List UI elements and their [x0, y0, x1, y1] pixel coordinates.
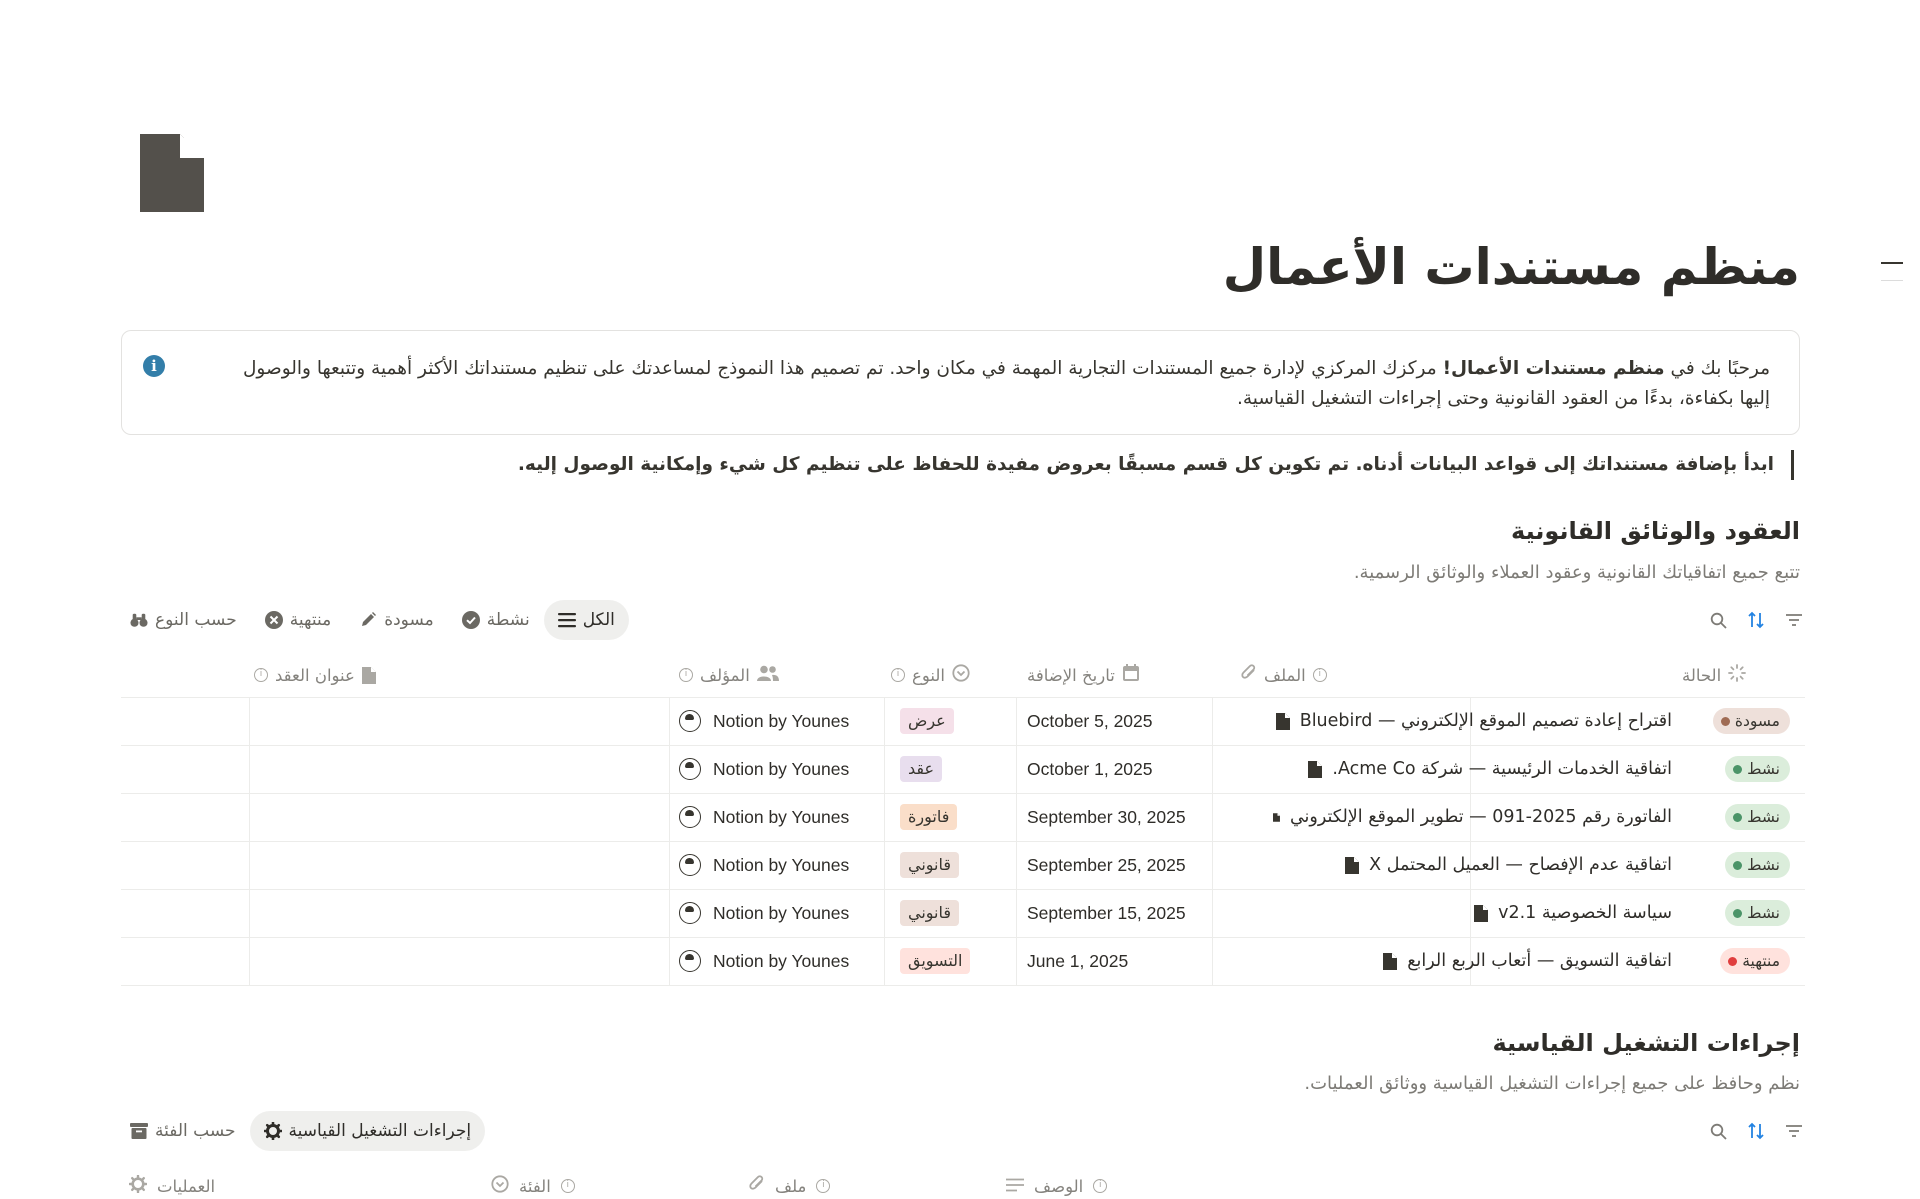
type-tag: قانوني [900, 852, 959, 878]
column-label: الحالة [1682, 665, 1722, 685]
table-row[interactable] [121, 793, 1805, 841]
filter-icon[interactable] [1785, 611, 1803, 629]
avatar [679, 854, 701, 876]
column-label: تاريخ الإضافة [1027, 665, 1115, 685]
document-icon [362, 667, 376, 684]
column-label: العمليات [157, 1176, 216, 1196]
status-label: نشط [1747, 904, 1780, 922]
contract-title: سياسة الخصوصية v2.1 [1498, 903, 1672, 923]
loading-icon [1728, 664, 1746, 686]
empty-cell[interactable] [1470, 937, 1805, 985]
empty-cell[interactable] [1470, 793, 1805, 841]
status-label: مسودة [1734, 712, 1780, 730]
empty-cell[interactable] [1470, 697, 1805, 745]
column-header-description[interactable] [1006, 1164, 1166, 1199]
callout-bold: منظم مستندات الأعمال! [1442, 358, 1665, 379]
filter-icon[interactable] [1785, 1122, 1803, 1140]
tab-by-category[interactable] [116, 1111, 250, 1151]
author-cell[interactable] [679, 697, 879, 745]
avatar [679, 758, 701, 780]
info-icon: i [1313, 668, 1327, 682]
calendar-icon [1122, 664, 1140, 686]
text-lines-icon [1006, 1177, 1024, 1196]
paperclip-icon [749, 1175, 765, 1197]
avatar [679, 806, 701, 828]
date-added: October 1, 2025 [1027, 758, 1153, 779]
author-name: Notion by Younes [713, 950, 850, 971]
tab-label: حسب النوع [155, 610, 237, 630]
select-icon [491, 1175, 509, 1197]
type-cell[interactable] [891, 889, 1011, 937]
empty-cell[interactable] [1470, 841, 1805, 889]
date-added: September 25, 2025 [1027, 854, 1186, 875]
sops-section-subtitle: نظم وحافظ على جميع إجراءات التشغيل القياسية ووثائق العمليات. [1304, 1073, 1800, 1094]
contract-title: اقتراح إعادة تصميم الموقع الإلكتروني — Bluebird [1299, 711, 1672, 731]
column-label: الوصف [1034, 1176, 1084, 1196]
contract-title: الفاتورة رقم 2025-091 — تطوير الموقع الإلكتروني [1289, 807, 1672, 827]
sops-toolbar [1709, 1110, 1803, 1152]
contracts-table [121, 653, 1805, 985]
author-name: Notion by Younes [713, 710, 850, 731]
contracts-section-title: العقود والوثائق القانونية [1511, 517, 1800, 545]
info-icon: i [891, 668, 905, 682]
x-circle-icon [265, 611, 283, 629]
date-cell[interactable] [1027, 697, 1217, 745]
type-cell[interactable] [891, 697, 1011, 745]
author-name: Notion by Younes [713, 758, 850, 779]
column-header-category[interactable] [491, 1164, 631, 1199]
contracts-view-bar [116, 599, 1803, 641]
file-cell[interactable] [1212, 793, 1470, 841]
status-label: نشط [1747, 760, 1780, 778]
avatar [679, 950, 701, 972]
column-header-author[interactable] [679, 653, 819, 697]
info-icon: i [143, 355, 165, 377]
type-tag: قانوني [900, 900, 959, 926]
table-row[interactable] [121, 697, 1805, 745]
column-label: المؤلف [700, 665, 750, 685]
column-header-type[interactable] [891, 653, 1015, 697]
date-cell[interactable] [1027, 937, 1217, 985]
type-tag: فاتورة [900, 804, 957, 830]
contracts-view-tabs [116, 599, 629, 641]
type-cell[interactable] [891, 841, 1011, 889]
author-name: Notion by Younes [713, 806, 850, 827]
file-cell[interactable] [1212, 745, 1470, 793]
author-cell[interactable] [679, 841, 879, 889]
type-tag: عرض [900, 708, 954, 734]
table-row[interactable] [121, 841, 1805, 889]
date-added: June 1, 2025 [1027, 950, 1129, 971]
column-label: ملف [775, 1176, 807, 1196]
table-row[interactable] [121, 937, 1805, 985]
date-added: October 5, 2025 [1027, 710, 1153, 731]
tab-by-type[interactable] [116, 600, 251, 640]
author-cell[interactable] [679, 937, 879, 985]
column-header-file[interactable] [749, 1164, 889, 1199]
info-icon: i [1093, 1179, 1107, 1193]
date-cell[interactable] [1027, 745, 1217, 793]
contract-title: اتفاقية عدم الإفصاح — العميل المحتمل X [1369, 855, 1672, 875]
callout-text [210, 354, 1770, 414]
page-outline-marker[interactable] [1881, 262, 1903, 264]
select-icon [952, 664, 970, 686]
avatar [679, 710, 701, 732]
contracts-toolbar [1709, 599, 1803, 641]
info-icon: i [679, 668, 693, 682]
table-row[interactable] [121, 745, 1805, 793]
tab-label: إجراءات التشغيل القياسية [288, 1121, 472, 1141]
tab-sops[interactable] [250, 1111, 486, 1151]
search-icon[interactable] [1709, 1122, 1727, 1140]
column-header-date[interactable] [1027, 653, 1217, 697]
callout-body: مركزك المركزي لإدارة جميع المستندات التجارية المهمة في مكان واحد. تم تصميم هذا النموذج لمساعدتك على تنظيم مستنداتك الأكثر أهمية وتتبعها والوصول إليها بكفاءة، بدءًا من العقود القانونية وحتى إجراءات التشغيل القياسية. [242, 358, 1770, 409]
empty-cell[interactable] [1470, 745, 1805, 793]
tab-draft[interactable] [345, 600, 448, 640]
table-row[interactable] [121, 889, 1805, 937]
column-header-file[interactable] [1221, 653, 1441, 697]
tab-expired[interactable] [251, 600, 345, 640]
type-cell[interactable] [891, 745, 1011, 793]
column-header-status[interactable] [1682, 653, 1805, 697]
author-name: Notion by Younes [713, 854, 850, 875]
tab-label: نشطة [486, 610, 530, 630]
status-label: نشط [1747, 856, 1780, 874]
archive-icon [130, 1122, 148, 1140]
contract-title: اتفاقية الخدمات الرئيسية — شركة Acme Co. [1332, 759, 1672, 779]
date-added: September 30, 2025 [1027, 806, 1186, 827]
info-icon: i [561, 1179, 575, 1193]
sort-icon[interactable] [1747, 611, 1765, 629]
sops-section-title: إجراءات التشغيل القياسية [1492, 1029, 1800, 1057]
tab-label: الكل [582, 610, 615, 630]
tab-label: منتهية [289, 610, 332, 630]
people-icon [757, 665, 779, 685]
file-cell[interactable] [1212, 937, 1470, 985]
sops-view-tabs [116, 1110, 485, 1152]
author-cell[interactable] [679, 889, 879, 937]
contracts-section-subtitle: تتبع جميع اتفاقياتك القانونية وعقود العملاء والوثائق الرسمية. [1353, 562, 1800, 583]
status-label: نشط [1747, 808, 1780, 826]
type-cell[interactable] [891, 937, 1011, 985]
tab-label: مسودة [384, 610, 434, 630]
info-icon: i [816, 1179, 830, 1193]
sort-icon[interactable] [1747, 1122, 1765, 1140]
column-label: النوع [912, 665, 945, 685]
page-title: منظم مستندات الأعمال [1222, 238, 1800, 296]
intro-quote: ابدأ بإضافة مستنداتك إلى قواعد البيانات أدناه. تم تكوين كل قسم مسبقًا بعروض مفيدة للحفاظ على تنظيم كل شيء وإمكانية الوصول إليه. [518, 450, 1794, 480]
date-cell[interactable] [1027, 889, 1217, 937]
tab-label: حسب الفئة [155, 1121, 236, 1141]
file-cell[interactable] [1212, 889, 1470, 937]
avatar [679, 902, 701, 924]
contract-title: اتفاقية التسويق — أتعاب الربع الرابع [1407, 951, 1672, 971]
author-cell[interactable] [679, 745, 879, 793]
paperclip-icon [1241, 664, 1257, 686]
list-icon [558, 611, 576, 629]
pencil-icon [359, 611, 377, 629]
welcome-callout [121, 330, 1800, 435]
author-name: Notion by Younes [713, 902, 850, 923]
document-icon [140, 134, 204, 212]
column-label: الملف [1264, 665, 1306, 685]
gear-icon [264, 1122, 282, 1140]
status-label: منتهية [1742, 952, 1780, 970]
column-label: الفئة [519, 1176, 551, 1196]
column-label: عنوان العقد [275, 665, 355, 685]
sops-table [121, 1164, 1805, 1199]
callout-prefix: مرحبًا بك في [1664, 358, 1770, 379]
check-circle-icon [462, 611, 480, 629]
author-cell[interactable] [679, 793, 879, 841]
empty-cell[interactable] [1470, 889, 1805, 937]
search-icon[interactable] [1709, 611, 1727, 629]
date-cell[interactable] [1027, 793, 1217, 841]
divider [121, 985, 1805, 986]
sops-view-bar [116, 1110, 1803, 1152]
column-header-title[interactable] [254, 653, 544, 697]
page-outline-marker-secondary[interactable] [1881, 280, 1903, 281]
file-cell[interactable] [1212, 697, 1470, 745]
date-added: September 15, 2025 [1027, 902, 1186, 923]
type-tag: عقد [900, 756, 942, 782]
tab-all[interactable] [544, 600, 629, 640]
gear-icon [129, 1175, 147, 1197]
binoculars-icon [130, 611, 148, 629]
type-cell[interactable] [891, 793, 1011, 841]
info-icon: i [254, 668, 268, 682]
file-cell[interactable] [1212, 841, 1470, 889]
column-header-operations[interactable] [129, 1164, 289, 1199]
tab-active[interactable] [448, 600, 544, 640]
type-tag: التسويق [900, 948, 970, 974]
date-cell[interactable] [1027, 841, 1217, 889]
